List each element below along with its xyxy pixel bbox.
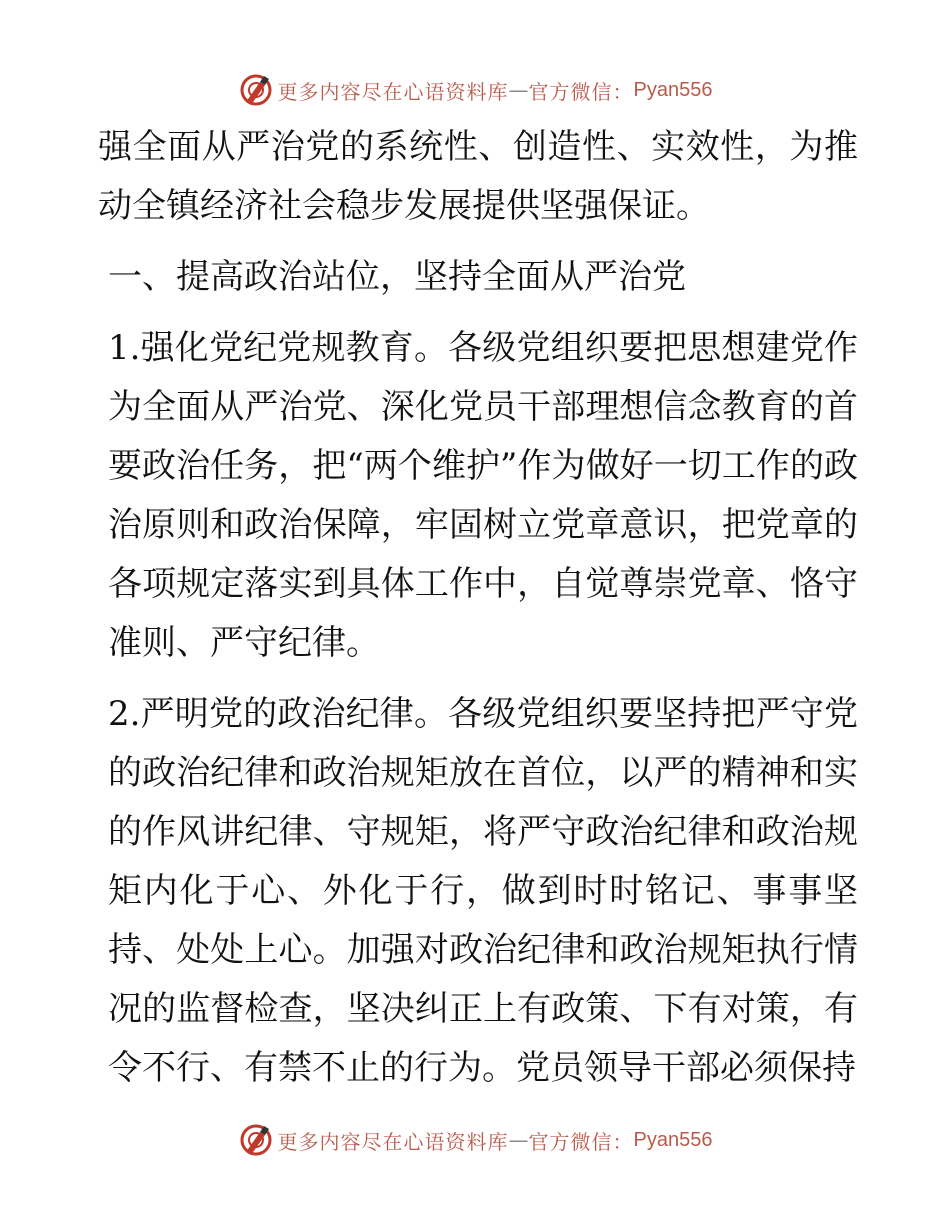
document-body (98, 118, 858, 1098)
watermark-separator: — (508, 78, 529, 102)
watermark-id: Pyan556 (633, 78, 713, 101)
watermark-brand: 更多内容尽在心语资料库 (277, 1129, 509, 1154)
watermark-separator: — (508, 1128, 529, 1152)
paragraph-continuation: 强全面从严治党的系统性、创造性、实效性，为推动全镇经济社会稳步发展提供坚强保证。 (98, 127, 858, 226)
header-watermark (0, 70, 950, 110)
footer-watermark (0, 1120, 950, 1160)
watermark-id: Pyan556 (633, 1128, 713, 1151)
paragraph-item-2: 2.严明党的政治纪律。各级党组织要坚持把严守党的政治纪律和政治规矩放在首位，以严的精神和实的作风讲纪律、守规矩，将严守政治纪律和政治规矩内化于心、外化于行，做到时时铭记、事事坚持、处处上心。加强对政治纪律和政治规矩执行情况的监督检查，坚决纠正上有政策、下有对策，有令不行、有禁不止的行为。党员领导干部必须保持 (108, 694, 858, 1088)
pen-logo-icon (238, 72, 274, 108)
paragraph-item-1: 1.强化党纪党规教育。各级党组织要把思想建党作为全面从严治党、深化党员干部理想信念教育的首要政治任务，把“两个维护”作为做好一切工作的政治原则和政治保障，牢固树立党章意识，把党章的各项规定落实到具体工作中，自觉尊崇党章、恪守准则、严守纪律。 (108, 328, 858, 663)
pen-logo-icon (238, 1122, 274, 1158)
watermark-brand: 更多内容尽在心语资料库 (277, 79, 509, 104)
watermark-contact: 官方微信： (528, 1129, 634, 1154)
watermark-contact: 官方微信： (528, 79, 634, 104)
section-heading: 一、提高政治站位，坚持全面从严治党 (108, 257, 686, 297)
